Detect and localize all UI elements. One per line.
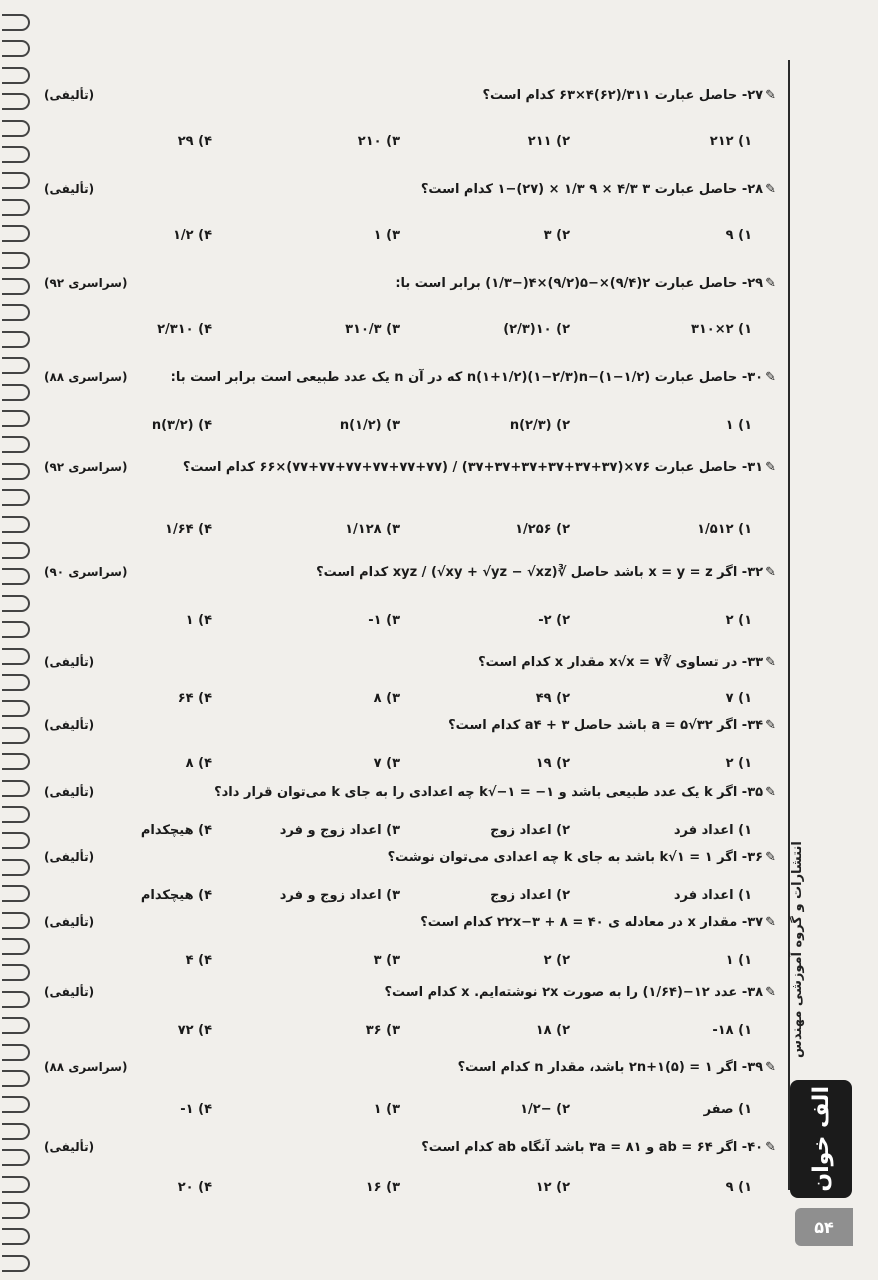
spiral-ring xyxy=(2,331,30,348)
answer-option-1[interactable]: ۱) ۱ xyxy=(725,418,752,433)
answer-option-4[interactable]: ۴) ۷۲ xyxy=(177,1023,212,1038)
answer-option-3[interactable]: ۳) ۳۶ xyxy=(365,1023,400,1038)
question-source: (تألیفی) xyxy=(44,785,95,799)
question-stem xyxy=(388,850,776,865)
spiral-ring xyxy=(2,859,30,876)
spiral-ring xyxy=(2,516,30,533)
pencil-icon: ✎ xyxy=(765,370,776,385)
question-stem-text: ۳۲- اگر x = y = z باشد حاصل ∛xyz / (√xy + √yz − √xz) کدام است؟ xyxy=(316,565,764,580)
question-source: (سراسری ۹۲) xyxy=(44,276,128,290)
answer-option-2[interactable]: ۲) ۱۹ xyxy=(535,756,570,771)
answer-option-1[interactable]: ۱) ۱۸- xyxy=(712,1023,752,1038)
pencil-icon: ✎ xyxy=(765,915,776,930)
spiral-binding xyxy=(0,0,34,1280)
answer-option-3[interactable]: ۳) اعداد زوج و فرد xyxy=(279,823,400,838)
spiral-ring xyxy=(2,489,30,506)
answer-option-4[interactable]: ۴) هیچکدام xyxy=(140,888,212,903)
pencil-icon: ✎ xyxy=(765,1060,776,1075)
spiral-ring xyxy=(2,1070,30,1087)
answer-option-4[interactable]: ۴) n(۳/۲) xyxy=(151,418,212,433)
answer-option-3[interactable]: ۳) ۳ xyxy=(373,953,400,968)
spiral-ring xyxy=(2,225,30,242)
spiral-ring xyxy=(2,436,30,453)
question-stem xyxy=(214,785,776,800)
answer-option-1[interactable]: ۱) ۲۱۲ xyxy=(709,134,752,149)
pencil-icon: ✎ xyxy=(765,655,776,670)
answer-option-4[interactable]: ۴) ۶۴ xyxy=(177,691,212,706)
pencil-icon: ✎ xyxy=(765,565,776,580)
answer-option-1[interactable]: ۱) ۹ xyxy=(725,1180,752,1195)
spiral-ring xyxy=(2,1044,30,1061)
spiral-ring xyxy=(2,1228,30,1245)
question-stem-text: ۲۸- حاصل عبارت ۳ ۴/۳ × ۹ ۱/۳ × (۲۷)−۱ کدام است؟ xyxy=(420,182,764,197)
answer-option-4[interactable]: ۴) ۱- xyxy=(180,1102,212,1117)
answer-option-3[interactable]: ۳) ۲۱۰ xyxy=(357,134,400,149)
question-source: (سراسری ۸۸) xyxy=(44,1060,128,1074)
question-stem xyxy=(171,370,776,385)
question-stem-text: ۳۱- حاصل عبارت ۷۶×(۳۷+۳۷+۳۷+۳۷+۳۷+۳۷) / (۷۷+۷۷+۷۷+۷۷+۷۷+۷۷)×۶۶ کدام است؟ xyxy=(182,460,764,475)
answer-option-3[interactable]: ۳) ۳۱۰/۳ xyxy=(345,322,400,337)
answer-option-3[interactable]: ۳) ۱ xyxy=(373,1102,400,1117)
answer-option-1[interactable]: ۱) صفر xyxy=(703,1102,752,1117)
spiral-ring xyxy=(2,1176,30,1193)
answer-option-2[interactable]: ۲) ۱۸ xyxy=(535,1023,570,1038)
pencil-icon: ✎ xyxy=(765,718,776,733)
question-stem-text: ۳۸- عدد ۱۲−(۱/۶۴) را به صورت ۲x نوشته‌ایم. x کدام است؟ xyxy=(384,985,764,1000)
question-stem-text: ۳۰- حاصل عبارت n(۱+۱/۲)(۱−۲/۳)n−(۱−۱/۲) که در آن n یک عدد طبیعی است برابر است با: xyxy=(170,370,764,385)
answer-option-3[interactable]: ۳) ۸ xyxy=(373,691,400,706)
question-stem xyxy=(395,276,776,291)
answer-option-1[interactable]: ۱) ۱ xyxy=(725,953,752,968)
question-stem-text: ۳۵- اگر k یک عدد طبیعی باشد و k√−۱ = −۱ چه اعدادی را به جای k می‌توان قرار داد؟ xyxy=(214,785,764,800)
spiral-ring xyxy=(2,700,30,717)
spiral-ring xyxy=(2,384,30,401)
answer-option-2[interactable]: ۲) ۱۲ xyxy=(535,1180,570,1195)
question-stem xyxy=(385,985,777,1000)
spiral-ring xyxy=(2,14,30,31)
spiral-ring xyxy=(2,727,30,744)
question-stem xyxy=(448,718,776,733)
answer-option-1[interactable]: ۱) ۲×۳۱۰ xyxy=(690,322,752,337)
answer-option-2[interactable]: ۲) ۱۰(۲/۳) xyxy=(503,322,570,337)
question-source: (تألیفی) xyxy=(44,850,95,864)
answer-option-2[interactable]: ۲) ۲۱۱ xyxy=(527,134,570,149)
page-number: ۵۴ xyxy=(795,1208,853,1246)
question-source: (تألیفی) xyxy=(44,718,95,732)
spiral-ring xyxy=(2,991,30,1008)
question-stem xyxy=(421,1140,776,1155)
spiral-ring xyxy=(2,172,30,189)
answer-option-3[interactable]: ۳) ۱ xyxy=(373,228,400,243)
spiral-ring xyxy=(2,568,30,585)
pencil-icon: ✎ xyxy=(765,850,776,865)
answer-option-1[interactable]: ۱) ۲ xyxy=(725,756,752,771)
spiral-ring xyxy=(2,304,30,321)
answer-option-1[interactable]: ۱) ۹ xyxy=(725,228,752,243)
pencil-icon: ✎ xyxy=(765,276,776,291)
spiral-ring xyxy=(2,463,30,480)
spiral-ring xyxy=(2,278,30,295)
spiral-ring xyxy=(2,674,30,691)
answer-option-1[interactable]: ۱) اعداد فرد xyxy=(673,823,752,838)
spiral-ring xyxy=(2,1017,30,1034)
question-stem xyxy=(420,915,776,930)
spiral-ring xyxy=(2,93,30,110)
question-stem xyxy=(482,88,776,103)
spiral-ring xyxy=(2,621,30,638)
question-source: (سراسری ۹۰) xyxy=(44,565,128,579)
question-stem-text: ۳۷- مقدار x در معادله ی ۲۲x−۳ + ۸ = ۴۰ کدام است؟ xyxy=(420,915,764,930)
answer-option-4[interactable]: ۴) هیچکدام xyxy=(140,823,212,838)
answer-option-2[interactable]: ۲) ۴۹ xyxy=(535,691,570,706)
answer-option-3[interactable]: ۳) اعداد زوج و فرد xyxy=(279,888,400,903)
answer-option-4[interactable]: ۴) ۴ xyxy=(185,953,212,968)
answer-option-3[interactable]: ۳) ۱۶ xyxy=(365,1180,400,1195)
spiral-ring xyxy=(2,832,30,849)
spiral-ring xyxy=(2,410,30,427)
answer-option-3[interactable]: ۳) n(۱/۲) xyxy=(339,418,400,433)
pencil-icon: ✎ xyxy=(765,182,776,197)
spiral-ring xyxy=(2,67,30,84)
spiral-ring xyxy=(2,806,30,823)
question-source: (تألیفی) xyxy=(44,985,95,999)
question-stem xyxy=(458,1060,776,1075)
spiral-ring xyxy=(2,357,30,374)
spiral-ring xyxy=(2,1096,30,1113)
answer-option-2[interactable]: ۲) ۲- xyxy=(538,613,570,628)
question-source: (تألیفی) xyxy=(44,182,95,196)
question-stem-text: ۳۴- اگر a = ۵√۳۲ باشد حاصل a۴ + ۳ کدام است؟ xyxy=(448,718,764,733)
spiral-ring xyxy=(2,1123,30,1140)
answer-option-1[interactable]: ۱) ۷ xyxy=(725,691,752,706)
spiral-ring xyxy=(2,120,30,137)
spiral-ring xyxy=(2,40,30,57)
pencil-icon: ✎ xyxy=(765,985,776,1000)
spiral-ring xyxy=(2,938,30,955)
question-source: (تألیفی) xyxy=(44,88,95,102)
answer-option-2[interactable]: ۲) ۳ xyxy=(543,228,570,243)
question-source: (تألیفی) xyxy=(44,1140,95,1154)
spiral-ring xyxy=(2,1149,30,1166)
spiral-ring xyxy=(2,542,30,559)
question-stem-text: ۳۳- در تساوی ∛x√x = ۷ مقدار x کدام است؟ xyxy=(478,655,764,670)
spiral-ring xyxy=(2,252,30,269)
spiral-ring xyxy=(2,885,30,902)
publisher-side-title: انتشارات و گروه آموزشی مهندس xyxy=(790,841,805,1059)
question-stem-text: ۲۷- حاصل عبارت ۳۱۱/(۶۲)۴×۶۳ کدام است؟ xyxy=(482,88,764,103)
answer-option-4[interactable]: ۴) ۲۹ xyxy=(177,134,212,149)
answer-option-2[interactable]: ۲) −۱/۲ xyxy=(520,1102,570,1117)
question-source: (تألیفی) xyxy=(44,655,95,669)
question-source: (سراسری ۸۸) xyxy=(44,370,128,384)
question-stem-text: ۳۹- اگر ۱ = ۲n+۱(۵) باشد، مقدار n کدام است؟ xyxy=(457,1060,764,1075)
answer-option-3[interactable]: ۳) ۱- xyxy=(368,613,400,628)
spiral-ring xyxy=(2,648,30,665)
answer-option-1[interactable]: ۱) ۱/۵۱۲ xyxy=(697,522,752,537)
question-stem-text: ۳۶- اگر k√۱ = ۱ باشد به جای k چه اعدادی می‌توان نوشت؟ xyxy=(387,850,764,865)
answer-option-2[interactable]: ۲) ۱/۲۵۶ xyxy=(515,522,570,537)
spiral-ring xyxy=(2,1202,30,1219)
answer-option-3[interactable]: ۳) ۷ xyxy=(373,756,400,771)
answer-option-4[interactable]: ۴) ۱/۶۴ xyxy=(165,522,212,537)
question-source: (تألیفی) xyxy=(44,915,95,929)
spiral-ring xyxy=(2,595,30,612)
spiral-ring xyxy=(2,912,30,929)
answer-option-4[interactable]: ۴) ۲۰ xyxy=(177,1180,212,1195)
question-stem xyxy=(183,460,776,475)
question-stem xyxy=(421,182,776,197)
answer-option-2[interactable]: ۲) اعداد زوج xyxy=(490,888,570,903)
answer-option-4[interactable]: ۴) ۱ xyxy=(185,613,212,628)
question-stem xyxy=(478,655,776,670)
answer-option-4[interactable]: ۴) ۱/۲ xyxy=(172,228,212,243)
answer-option-4[interactable]: ۴) ۸ xyxy=(185,756,212,771)
spiral-ring xyxy=(2,753,30,770)
spiral-ring xyxy=(2,780,30,797)
pencil-icon: ✎ xyxy=(765,88,776,103)
publisher-logo xyxy=(790,1080,852,1198)
spiral-ring xyxy=(2,199,30,216)
answer-option-2[interactable]: ۲) n(۲/۳) xyxy=(509,418,570,433)
question-stem-text: ۲۹- حاصل عبارت ۲(۹/۴)×−۵(۹/۲)×۴(−۱/۳) برابر است با: xyxy=(395,276,764,291)
answer-option-2[interactable]: ۲) اعداد زوج xyxy=(490,823,570,838)
pencil-icon: ✎ xyxy=(765,785,776,800)
spiral-ring xyxy=(2,964,30,981)
answer-option-1[interactable]: ۱) ۲ xyxy=(725,613,752,628)
pencil-icon: ✎ xyxy=(765,1140,776,1155)
answer-option-2[interactable]: ۲) ۲ xyxy=(543,953,570,968)
answer-option-1[interactable]: ۱) اعداد فرد xyxy=(673,888,752,903)
spiral-ring xyxy=(2,1255,30,1272)
answer-option-4[interactable]: ۴) ۲/۳۱۰ xyxy=(157,322,212,337)
answer-option-3[interactable]: ۳) ۱/۱۲۸ xyxy=(345,522,400,537)
pencil-icon: ✎ xyxy=(765,460,776,475)
question-stem-text: ۴۰- اگر ۶۴ = ab و ۸۱ = ۳a باشد آنگاه ab کدام است؟ xyxy=(421,1140,764,1155)
spiral-ring xyxy=(2,146,30,163)
question-source: (سراسری ۹۲) xyxy=(44,460,128,474)
logo-text: الف خوان xyxy=(808,1086,834,1192)
question-stem xyxy=(316,565,776,580)
